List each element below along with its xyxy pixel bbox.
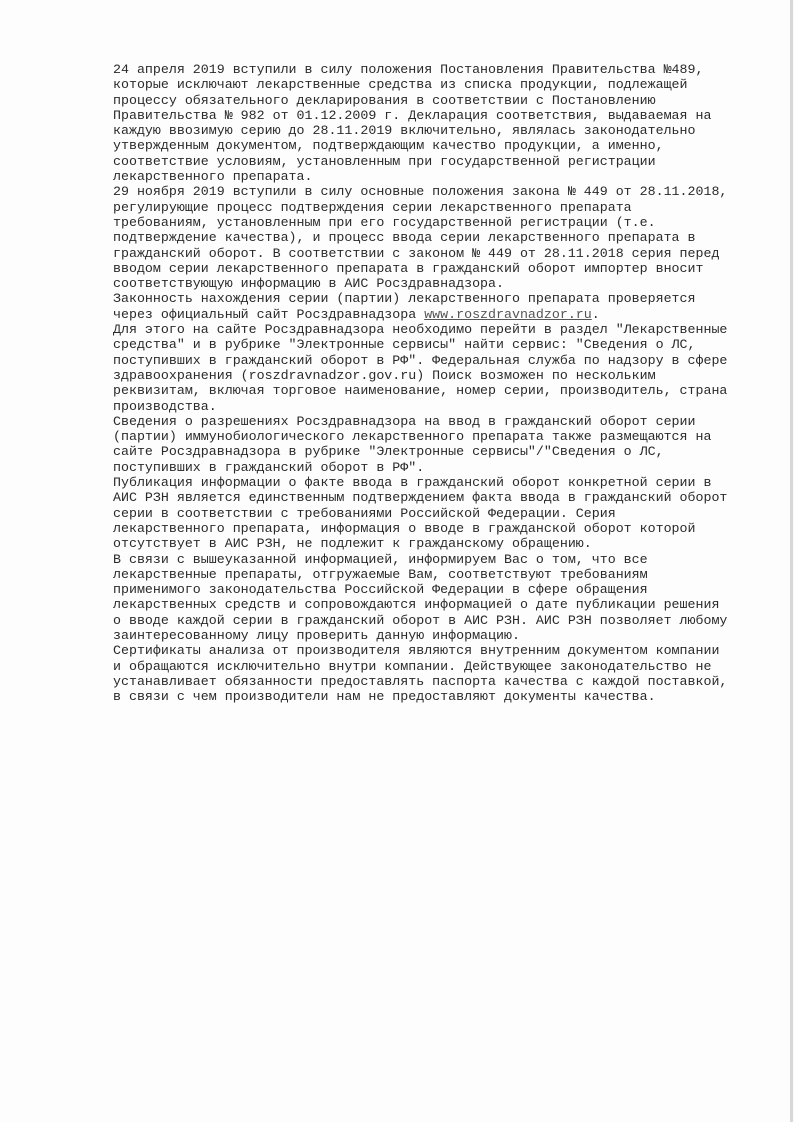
text-line: 29 ноября 2019 вступили в силу основные положения закона № 449 от 28.11.2018,	[113, 184, 728, 200]
text-line: каждую ввозимую серию до 28.11.2019 включительно, являлась законодательно	[113, 123, 696, 139]
text-line: лекарственные препараты, отгружаемые Вам, соответствуют требованиям	[113, 566, 648, 582]
text-line: средства" и в рубрике "Электронные сервисы" найти сервис: "Сведения о ЛС,	[113, 337, 696, 353]
text-line: утвержденным документом, подтверждающим качество продукции, а именно,	[113, 138, 664, 154]
paragraph	[113, 62, 727, 184]
text-line: соответствующую информацию в АИС Росздравнадзора.	[113, 276, 504, 292]
paragraph	[113, 291, 727, 322]
text-line: лекарственных средств и сопровождаются информацией о дате публикации решения	[113, 597, 720, 613]
text-line: Сертификаты анализа от производителя являются внутренним документом компании	[113, 643, 720, 659]
text-line: вводом серии лекарственного препарата в гражданский оборот импортер вносит	[113, 260, 704, 276]
text-line: применимого законодательства Российской Федерации в сфере обращения	[113, 582, 648, 598]
text-line: здравоохранения (roszdravnadzor.gov.ru) Поиск возможен по нескольким	[113, 367, 656, 383]
document-body	[113, 62, 727, 704]
text-line: Сведения о разрешениях Росздравнадзора на ввод в гражданский оборот серии	[113, 413, 696, 429]
paragraph	[113, 643, 727, 704]
text-line: о вводе каждой серии в гражданский оборот в АИС РЗН. АИС РЗН позволяет любому	[113, 612, 728, 628]
paragraph	[113, 184, 727, 291]
text-line: Публикация информации о факте ввода в гражданский оборот конкретной серии в	[113, 475, 712, 491]
text-line: В связи с вышеуказанной информацией, информируем Вас о том, что все	[113, 551, 648, 567]
text-line	[113, 307, 727, 322]
text-line: производства.	[113, 398, 217, 414]
text-line: лекарственного препарата.	[113, 169, 313, 185]
paragraph	[113, 552, 727, 644]
text-line: поступивших в гражданский оборот в РФ".	[113, 459, 425, 475]
text-line: и обращаются исключительно внутри компании. Действующее законодательство не	[113, 658, 712, 674]
text-line: устанавливает обязанности предоставлять паспорта качества с каждой поставкой,	[113, 673, 728, 689]
paragraph	[113, 414, 727, 475]
text-line: Для этого на сайте Росздравнадзора необходимо перейти в раздел "Лекарственные	[113, 322, 728, 338]
text-line: поступивших в гражданский оборот в РФ". Федеральная служба по надзору в сфере	[113, 352, 728, 368]
text-line: соответствие условиям, установленным при государственной регистрации	[113, 153, 656, 169]
text-line: отсутствует в АИС РЗН, не подлежит к гражданскому обращению.	[113, 536, 592, 552]
text-line: лекарственного препарата, информация о вводе в гражданской оборот которой	[113, 520, 696, 536]
text-line: Законность нахождения серии (партии) лекарственного препарата проверяется	[113, 291, 696, 307]
text-fragment: через официальный сайт Росздравнадзора	[113, 306, 425, 322]
text-line: заинтересованному лицу проверить данную информацию.	[113, 627, 520, 643]
text-line: сайте Росздравнадзора в рубрике "Электронные сервисы"/"Сведения о ЛС,	[113, 444, 664, 460]
text-line: Правительства № 982 от 01.12.2009 г. Декларация соответствия, выдаваемая на	[113, 107, 712, 123]
text-line: АИС РЗН является единственным подтверждением факта ввода в гражданский оборот	[113, 490, 728, 506]
paragraph	[113, 475, 727, 551]
text-line: подтверждение качества), и процесс ввода серии лекарственного препарата в	[113, 230, 696, 246]
text-line: 24 апреля 2019 вступили в силу положения Постановления Правительства №489,	[113, 62, 704, 77]
text-fragment: .	[591, 306, 600, 322]
text-line: гражданский оборот. В соответствии с законом № 449 от 28.11.2018 серия перед	[113, 245, 720, 261]
text-line: регулирующие процесс подтверждения серии лекарственного препарата	[113, 199, 632, 215]
text-line: серии в соответствии с требованиями Российской Федерации. Серия	[113, 505, 616, 521]
text-line: которые исключают лекарственные средства из списка продукции, подлежащей	[113, 77, 688, 93]
text-line: реквизитам, включая торговое наименование, номер серии, производитель, страна	[113, 383, 728, 399]
paragraph	[113, 322, 727, 414]
text-line: процессу обязательного декларирования в соответствии с Постановлению	[113, 92, 656, 108]
text-line: (партии) иммунобиологического лекарственного препарата также размещаются на	[113, 429, 712, 445]
text-line: требованиям, установленным при его государственной регистрации (т.е.	[113, 214, 656, 230]
text-line: в связи с чем производители нам не предоставляют документы качества.	[113, 689, 656, 705]
website-link[interactable]: www.roszdravnadzor.ru	[424, 306, 592, 322]
